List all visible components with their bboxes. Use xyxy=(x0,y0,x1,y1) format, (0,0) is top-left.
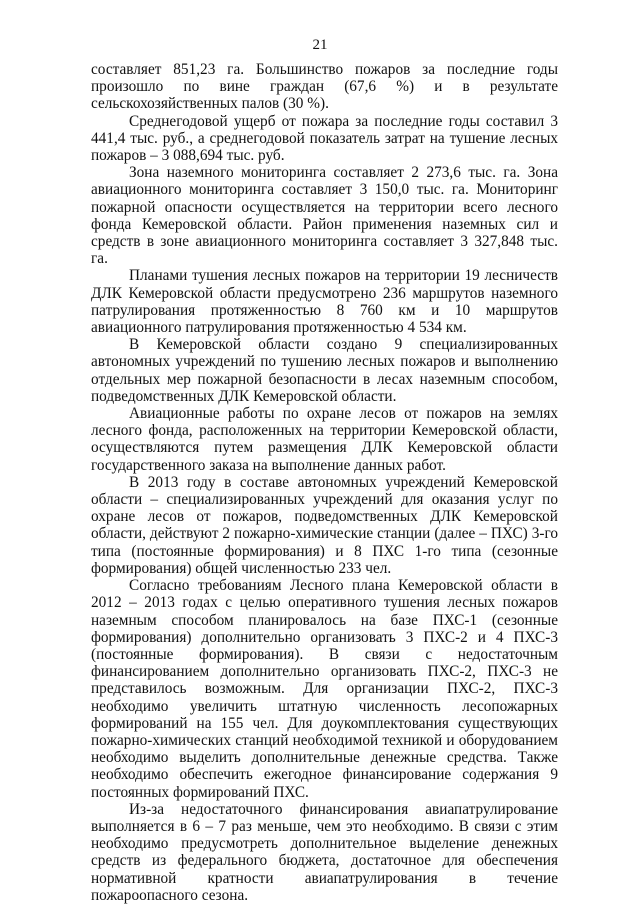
body-text xyxy=(91,61,558,904)
paragraph-continuation: составляет 851,23 га. Большинство пожаров за последние годы произошло по вине граждан (67,6 %) и в результате сельскохозяйственных палов (30 %). xyxy=(91,61,558,113)
paragraph-institutions: В Кемеровской области создано 9 специализированных автономных учреждений по тушению лесных пожаров и выполнению отдельных мер пожарной безопасности в лесах наземным способом, подведомственных ДЛК Кемеровской области. xyxy=(91,336,558,405)
paragraph-forest-plan: Согласно требованиям Лесного плана Кемеровской области в 2012 – 2013 годах с целью оперативного тушения лесных пожаров наземным способом планировалось на базе ПХС-1 (сезонные формирования) дополнительно организовать 3 ПХС-2 и 4 ПХС-3 (постоянные формирования). В связи с недостаточным финансированием дополнительно организовать ПХС-2, ПХС-3 не представилось возможным. Для организации ПХС-2, ПХС-3 необходимо увеличить штатную численность лесопожарных формирований на 155 чел. Для доукомплектования существующих пожарно-химических станций необходимой техникой и оборудованием необходимо выделить дополнительные денежные средства. Также необходимо обеспечить ежегодное финансирование содержания 9 постоянных формирований ПХС. xyxy=(91,577,558,801)
paragraph-monitoring: Зона наземного мониторинга составляет 2 273,6 тыс. га. Зона авиационного мониторинга составляет 3 150,0 тыс. га. Мониторинг пожарной опасности осуществляется на территории всего лесного фонда Кемеровской области. Район применения наземных сил и средств в зоне авиационного мониторинга составляет 3 327,848 тыс. га. xyxy=(91,164,558,268)
paragraph-fire-stations: В 2013 году в составе автономных учреждений Кемеровской области – специализированных учреждений для оказания услуг по охране лесов от пожаров, подведомственных ДЛК Кемеровской области, действуют 2 пожарно-химические станции (далее – ПХС) 3-го типа (постоянные формирования) и 8 ПХС 1-го типа (сезонные формирования) общей численностью 233 чел. xyxy=(91,473,558,577)
paragraph-patrol-routes: Планами тушения лесных пожаров на территории 19 лесничеств ДЛК Кемеровской области предусмотрено 236 маршрутов наземного патрулирования протяженностью 8 760 км и 10 маршрутов авиационного патрулирования протяженностью 4 534 км. xyxy=(91,267,558,337)
paragraph-aviation-patrol: Из-за недостаточного финансирования авиапатрулирование выполняется в 6 – 7 раз меньше, чем это необходимо. В связи с этим необходимо предусмотреть дополнительное выделение денежных средств из федерального бюджета, достаточное для обеспечения нормативной кратности авиапатрулирования в течение пожароопасного сезона. xyxy=(91,800,558,904)
page-number: 21 xyxy=(312,37,328,53)
paragraph-damage: Среднегодовой ущерб от пожара за последние годы составил 3 441,4 тыс. руб., а среднегодовой показатель затрат на тушение лесных пожаров – 3 088,694 тыс. руб. xyxy=(91,112,558,165)
paragraph-aviation-works: Авиационные работы по охране лесов от пожаров на землях лесного фонда, расположенных на территории Кемеровской области, осуществляются путем размещения ДЛК Кемеровской области государственного заказа на выполнение данных работ. xyxy=(91,405,558,474)
